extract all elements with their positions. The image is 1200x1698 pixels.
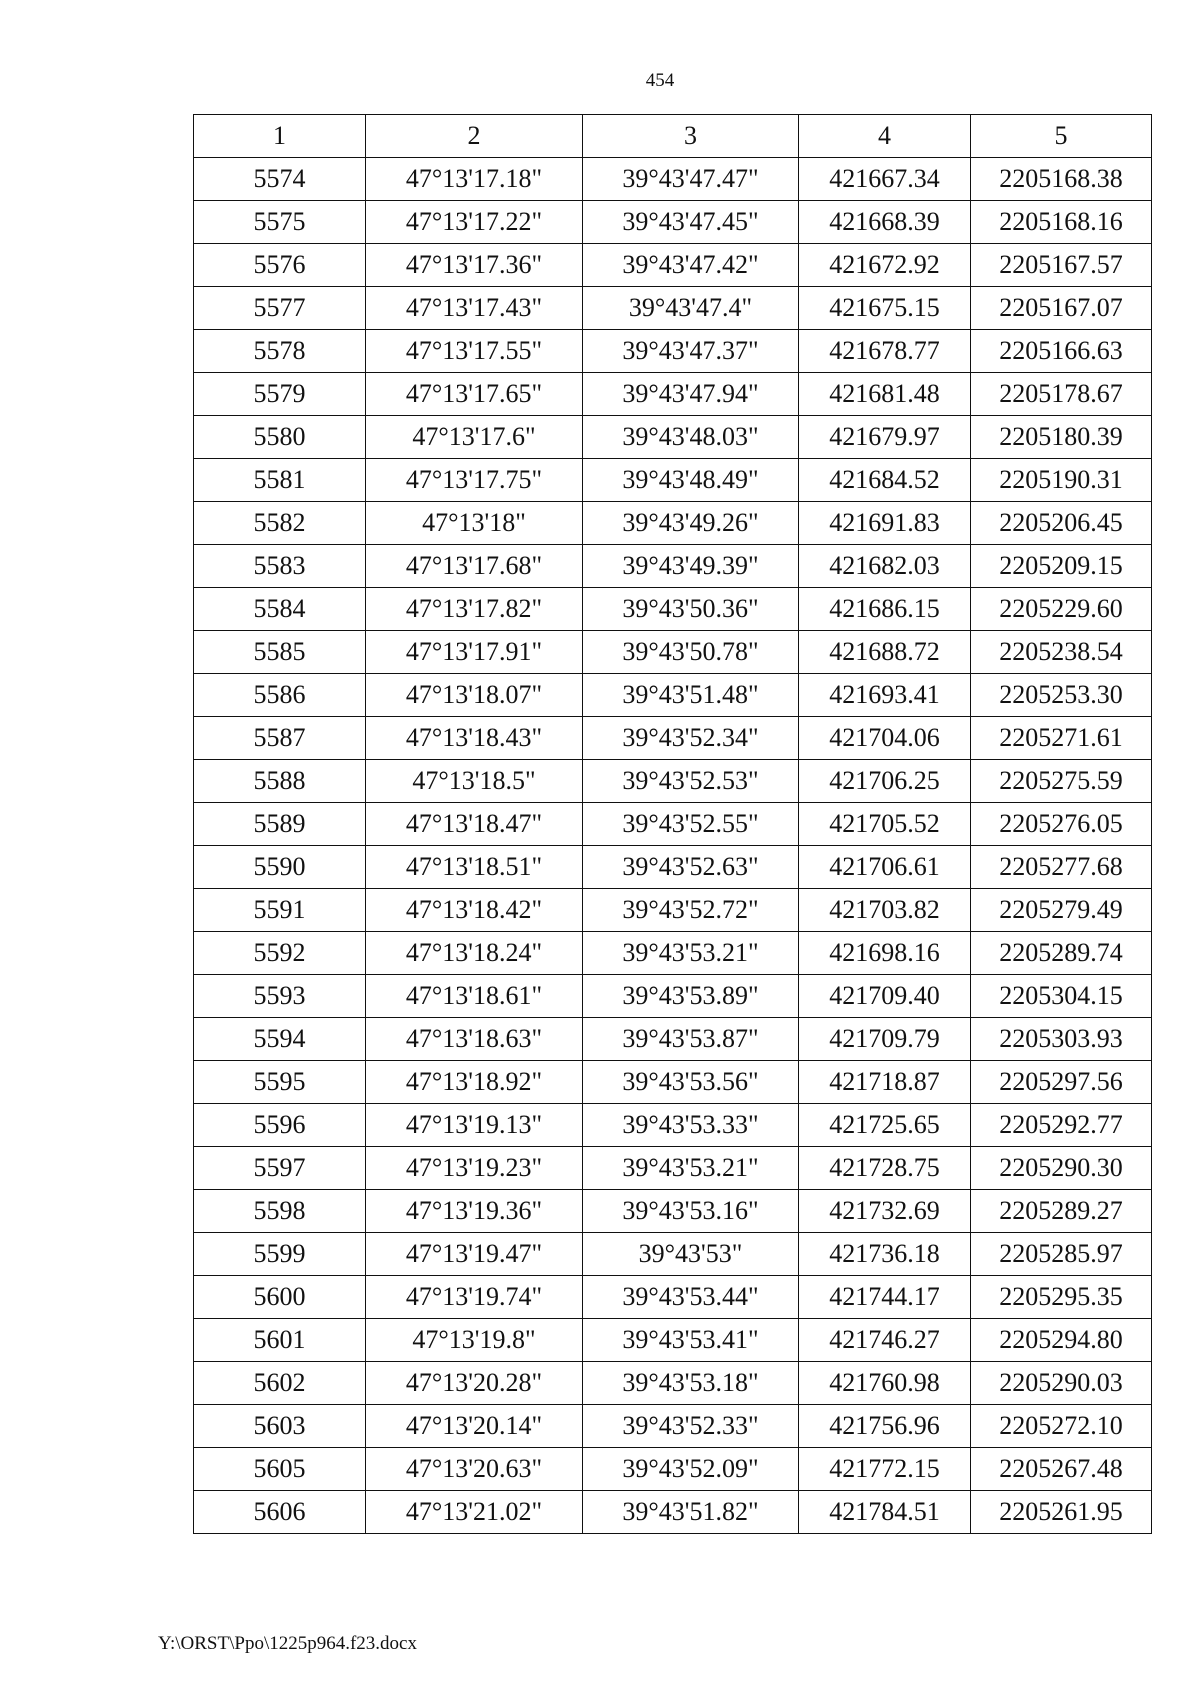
y-coordinate-cell: 2205267.48 <box>971 1448 1152 1491</box>
latitude-cell: 47°13'18.42" <box>366 889 583 932</box>
x-coordinate-cell: 421736.18 <box>799 1233 971 1276</box>
column-header-x: 4 <box>799 115 971 158</box>
table-row <box>194 1319 1152 1362</box>
x-coordinate-cell: 421698.16 <box>799 932 971 975</box>
point-number-cell: 5606 <box>194 1491 366 1534</box>
latitude-cell: 47°13'18" <box>366 502 583 545</box>
x-coordinate-cell: 421732.69 <box>799 1190 971 1233</box>
latitude-cell: 47°13'17.75" <box>366 459 583 502</box>
latitude-cell: 47°13'19.13" <box>366 1104 583 1147</box>
x-coordinate-cell: 421756.96 <box>799 1405 971 1448</box>
latitude-cell: 47°13'21.02" <box>366 1491 583 1534</box>
latitude-cell: 47°13'17.82" <box>366 588 583 631</box>
x-coordinate-cell: 421718.87 <box>799 1061 971 1104</box>
y-coordinate-cell: 2205292.77 <box>971 1104 1152 1147</box>
table-row <box>194 631 1152 674</box>
x-coordinate-cell: 421675.15 <box>799 287 971 330</box>
latitude-cell: 47°13'19.47" <box>366 1233 583 1276</box>
point-number-cell: 5576 <box>194 244 366 287</box>
latitude-cell: 47°13'19.74" <box>366 1276 583 1319</box>
table-row <box>194 1147 1152 1190</box>
x-coordinate-cell: 421705.52 <box>799 803 971 846</box>
y-coordinate-cell: 2205168.16 <box>971 201 1152 244</box>
longitude-cell: 39°43'53.16" <box>583 1190 799 1233</box>
column-header-latitude: 2 <box>366 115 583 158</box>
x-coordinate-cell: 421691.83 <box>799 502 971 545</box>
latitude-cell: 47°13'17.65" <box>366 373 583 416</box>
table-row <box>194 717 1152 760</box>
y-coordinate-cell: 2205285.97 <box>971 1233 1152 1276</box>
table-row <box>194 201 1152 244</box>
x-coordinate-cell: 421706.25 <box>799 760 971 803</box>
table-row <box>194 330 1152 373</box>
x-coordinate-cell: 421667.34 <box>799 158 971 201</box>
longitude-cell: 39°43'48.03" <box>583 416 799 459</box>
x-coordinate-cell: 421681.48 <box>799 373 971 416</box>
y-coordinate-cell: 2205277.68 <box>971 846 1152 889</box>
x-coordinate-cell: 421679.97 <box>799 416 971 459</box>
point-number-cell: 5580 <box>194 416 366 459</box>
latitude-cell: 47°13'17.91" <box>366 631 583 674</box>
longitude-cell: 39°43'51.82" <box>583 1491 799 1534</box>
point-number-cell: 5589 <box>194 803 366 846</box>
longitude-cell: 39°43'53.89" <box>583 975 799 1018</box>
longitude-cell: 39°43'52.33" <box>583 1405 799 1448</box>
latitude-cell: 47°13'18.47" <box>366 803 583 846</box>
latitude-cell: 47°13'18.51" <box>366 846 583 889</box>
table-row <box>194 416 1152 459</box>
longitude-cell: 39°43'50.36" <box>583 588 799 631</box>
table-row <box>194 760 1152 803</box>
table-row <box>194 1061 1152 1104</box>
longitude-cell: 39°43'47.45" <box>583 201 799 244</box>
point-number-cell: 5592 <box>194 932 366 975</box>
y-coordinate-cell: 2205272.10 <box>971 1405 1152 1448</box>
table-row <box>194 373 1152 416</box>
longitude-cell: 39°43'48.49" <box>583 459 799 502</box>
y-coordinate-cell: 2205294.80 <box>971 1319 1152 1362</box>
point-number-cell: 5593 <box>194 975 366 1018</box>
latitude-cell: 47°13'19.8" <box>366 1319 583 1362</box>
y-coordinate-cell: 2205167.57 <box>971 244 1152 287</box>
y-coordinate-cell: 2205289.27 <box>971 1190 1152 1233</box>
y-coordinate-cell: 2205168.38 <box>971 158 1152 201</box>
table-row <box>194 244 1152 287</box>
y-coordinate-cell: 2205190.31 <box>971 459 1152 502</box>
table-row <box>194 588 1152 631</box>
longitude-cell: 39°43'52.53" <box>583 760 799 803</box>
point-number-cell: 5587 <box>194 717 366 760</box>
page-number: 454 <box>645 70 675 91</box>
x-coordinate-cell: 421686.15 <box>799 588 971 631</box>
y-coordinate-cell: 2205304.15 <box>971 975 1152 1018</box>
latitude-cell: 47°13'20.28" <box>366 1362 583 1405</box>
x-coordinate-cell: 421688.72 <box>799 631 971 674</box>
table-row <box>194 932 1152 975</box>
table-row <box>194 1448 1152 1491</box>
longitude-cell: 39°43'47.94" <box>583 373 799 416</box>
point-number-cell: 5596 <box>194 1104 366 1147</box>
longitude-cell: 39°43'53.44" <box>583 1276 799 1319</box>
x-coordinate-cell: 421772.15 <box>799 1448 971 1491</box>
y-coordinate-cell: 2205290.30 <box>971 1147 1152 1190</box>
table-row <box>194 1276 1152 1319</box>
y-coordinate-cell: 2205295.35 <box>971 1276 1152 1319</box>
longitude-cell: 39°43'49.26" <box>583 502 799 545</box>
latitude-cell: 47°13'18.24" <box>366 932 583 975</box>
longitude-cell: 39°43'52.34" <box>583 717 799 760</box>
point-number-cell: 5579 <box>194 373 366 416</box>
latitude-cell: 47°13'17.18" <box>366 158 583 201</box>
point-number-cell: 5574 <box>194 158 366 201</box>
longitude-cell: 39°43'52.09" <box>583 1448 799 1491</box>
table-row <box>194 1018 1152 1061</box>
point-number-cell: 5577 <box>194 287 366 330</box>
latitude-cell: 47°13'17.43" <box>366 287 583 330</box>
y-coordinate-cell: 2205229.60 <box>971 588 1152 631</box>
x-coordinate-cell: 421725.65 <box>799 1104 971 1147</box>
y-coordinate-cell: 2205206.45 <box>971 502 1152 545</box>
coordinates-table <box>193 114 1152 1534</box>
x-coordinate-cell: 421668.39 <box>799 201 971 244</box>
point-number-cell: 5598 <box>194 1190 366 1233</box>
column-header-point-number: 1 <box>194 115 366 158</box>
point-number-cell: 5603 <box>194 1405 366 1448</box>
x-coordinate-cell: 421744.17 <box>799 1276 971 1319</box>
table-header <box>194 115 1152 158</box>
y-coordinate-cell: 2205238.54 <box>971 631 1152 674</box>
y-coordinate-cell: 2205166.63 <box>971 330 1152 373</box>
x-coordinate-cell: 421684.52 <box>799 459 971 502</box>
longitude-cell: 39°43'53.33" <box>583 1104 799 1147</box>
table-row <box>194 1405 1152 1448</box>
longitude-cell: 39°43'52.55" <box>583 803 799 846</box>
longitude-cell: 39°43'53.18" <box>583 1362 799 1405</box>
column-header-longitude: 3 <box>583 115 799 158</box>
table-row <box>194 975 1152 1018</box>
longitude-cell: 39°43'53.56" <box>583 1061 799 1104</box>
point-number-cell: 5581 <box>194 459 366 502</box>
longitude-cell: 39°43'52.63" <box>583 846 799 889</box>
x-coordinate-cell: 421709.40 <box>799 975 971 1018</box>
point-number-cell: 5588 <box>194 760 366 803</box>
longitude-cell: 39°43'53.21" <box>583 1147 799 1190</box>
y-coordinate-cell: 2205290.03 <box>971 1362 1152 1405</box>
longitude-cell: 39°43'50.78" <box>583 631 799 674</box>
longitude-cell: 39°43'53" <box>583 1233 799 1276</box>
footer-file-path: Y:\ORST\Ppo\1225p964.f23.docx <box>158 1633 417 1654</box>
y-coordinate-cell: 2205261.95 <box>971 1491 1152 1534</box>
longitude-cell: 39°43'49.39" <box>583 545 799 588</box>
latitude-cell: 47°13'18.5" <box>366 760 583 803</box>
point-number-cell: 5595 <box>194 1061 366 1104</box>
table-body <box>194 158 1152 1534</box>
point-number-cell: 5591 <box>194 889 366 932</box>
table-row <box>194 502 1152 545</box>
latitude-cell: 47°13'20.14" <box>366 1405 583 1448</box>
y-coordinate-cell: 2205279.49 <box>971 889 1152 932</box>
point-number-cell: 5601 <box>194 1319 366 1362</box>
latitude-cell: 47°13'17.68" <box>366 545 583 588</box>
longitude-cell: 39°43'47.4" <box>583 287 799 330</box>
table-row <box>194 674 1152 717</box>
table-row <box>194 803 1152 846</box>
x-coordinate-cell: 421728.75 <box>799 1147 971 1190</box>
point-number-cell: 5594 <box>194 1018 366 1061</box>
point-number-cell: 5585 <box>194 631 366 674</box>
x-coordinate-cell: 421784.51 <box>799 1491 971 1534</box>
x-coordinate-cell: 421760.98 <box>799 1362 971 1405</box>
x-coordinate-cell: 421682.03 <box>799 545 971 588</box>
y-coordinate-cell: 2205167.07 <box>971 287 1152 330</box>
x-coordinate-cell: 421704.06 <box>799 717 971 760</box>
point-number-cell: 5597 <box>194 1147 366 1190</box>
latitude-cell: 47°13'18.63" <box>366 1018 583 1061</box>
x-coordinate-cell: 421709.79 <box>799 1018 971 1061</box>
y-coordinate-cell: 2205253.30 <box>971 674 1152 717</box>
longitude-cell: 39°43'53.21" <box>583 932 799 975</box>
x-coordinate-cell: 421746.27 <box>799 1319 971 1362</box>
longitude-cell: 39°43'52.72" <box>583 889 799 932</box>
point-number-cell: 5578 <box>194 330 366 373</box>
latitude-cell: 47°13'20.63" <box>366 1448 583 1491</box>
table-row <box>194 1491 1152 1534</box>
point-number-cell: 5583 <box>194 545 366 588</box>
table-row <box>194 158 1152 201</box>
longitude-cell: 39°43'47.37" <box>583 330 799 373</box>
table-row <box>194 1190 1152 1233</box>
table-row <box>194 1104 1152 1147</box>
table-row <box>194 846 1152 889</box>
table-row <box>194 459 1152 502</box>
latitude-cell: 47°13'17.36" <box>366 244 583 287</box>
latitude-cell: 47°13'19.23" <box>366 1147 583 1190</box>
latitude-cell: 47°13'17.55" <box>366 330 583 373</box>
point-number-cell: 5584 <box>194 588 366 631</box>
latitude-cell: 47°13'18.61" <box>366 975 583 1018</box>
y-coordinate-cell: 2205275.59 <box>971 760 1152 803</box>
x-coordinate-cell: 421703.82 <box>799 889 971 932</box>
x-coordinate-cell: 421678.77 <box>799 330 971 373</box>
column-header-y: 5 <box>971 115 1152 158</box>
longitude-cell: 39°43'51.48" <box>583 674 799 717</box>
y-coordinate-cell: 2205297.56 <box>971 1061 1152 1104</box>
point-number-cell: 5605 <box>194 1448 366 1491</box>
y-coordinate-cell: 2205178.67 <box>971 373 1152 416</box>
point-number-cell: 5590 <box>194 846 366 889</box>
table-row <box>194 889 1152 932</box>
longitude-cell: 39°43'47.42" <box>583 244 799 287</box>
x-coordinate-cell: 421693.41 <box>799 674 971 717</box>
y-coordinate-cell: 2205271.61 <box>971 717 1152 760</box>
y-coordinate-cell: 2205289.74 <box>971 932 1152 975</box>
table-row <box>194 1362 1152 1405</box>
x-coordinate-cell: 421706.61 <box>799 846 971 889</box>
table-row <box>194 1233 1152 1276</box>
latitude-cell: 47°13'19.36" <box>366 1190 583 1233</box>
point-number-cell: 5575 <box>194 201 366 244</box>
latitude-cell: 47°13'17.6" <box>366 416 583 459</box>
point-number-cell: 5582 <box>194 502 366 545</box>
x-coordinate-cell: 421672.92 <box>799 244 971 287</box>
latitude-cell: 47°13'18.92" <box>366 1061 583 1104</box>
longitude-cell: 39°43'53.87" <box>583 1018 799 1061</box>
latitude-cell: 47°13'18.07" <box>366 674 583 717</box>
point-number-cell: 5600 <box>194 1276 366 1319</box>
y-coordinate-cell: 2205209.15 <box>971 545 1152 588</box>
longitude-cell: 39°43'53.41" <box>583 1319 799 1362</box>
point-number-cell: 5602 <box>194 1362 366 1405</box>
y-coordinate-cell: 2205180.39 <box>971 416 1152 459</box>
header-row <box>194 115 1152 158</box>
latitude-cell: 47°13'18.43" <box>366 717 583 760</box>
y-coordinate-cell: 2205303.93 <box>971 1018 1152 1061</box>
table-row <box>194 545 1152 588</box>
point-number-cell: 5586 <box>194 674 366 717</box>
latitude-cell: 47°13'17.22" <box>366 201 583 244</box>
longitude-cell: 39°43'47.47" <box>583 158 799 201</box>
table-row <box>194 287 1152 330</box>
point-number-cell: 5599 <box>194 1233 366 1276</box>
y-coordinate-cell: 2205276.05 <box>971 803 1152 846</box>
